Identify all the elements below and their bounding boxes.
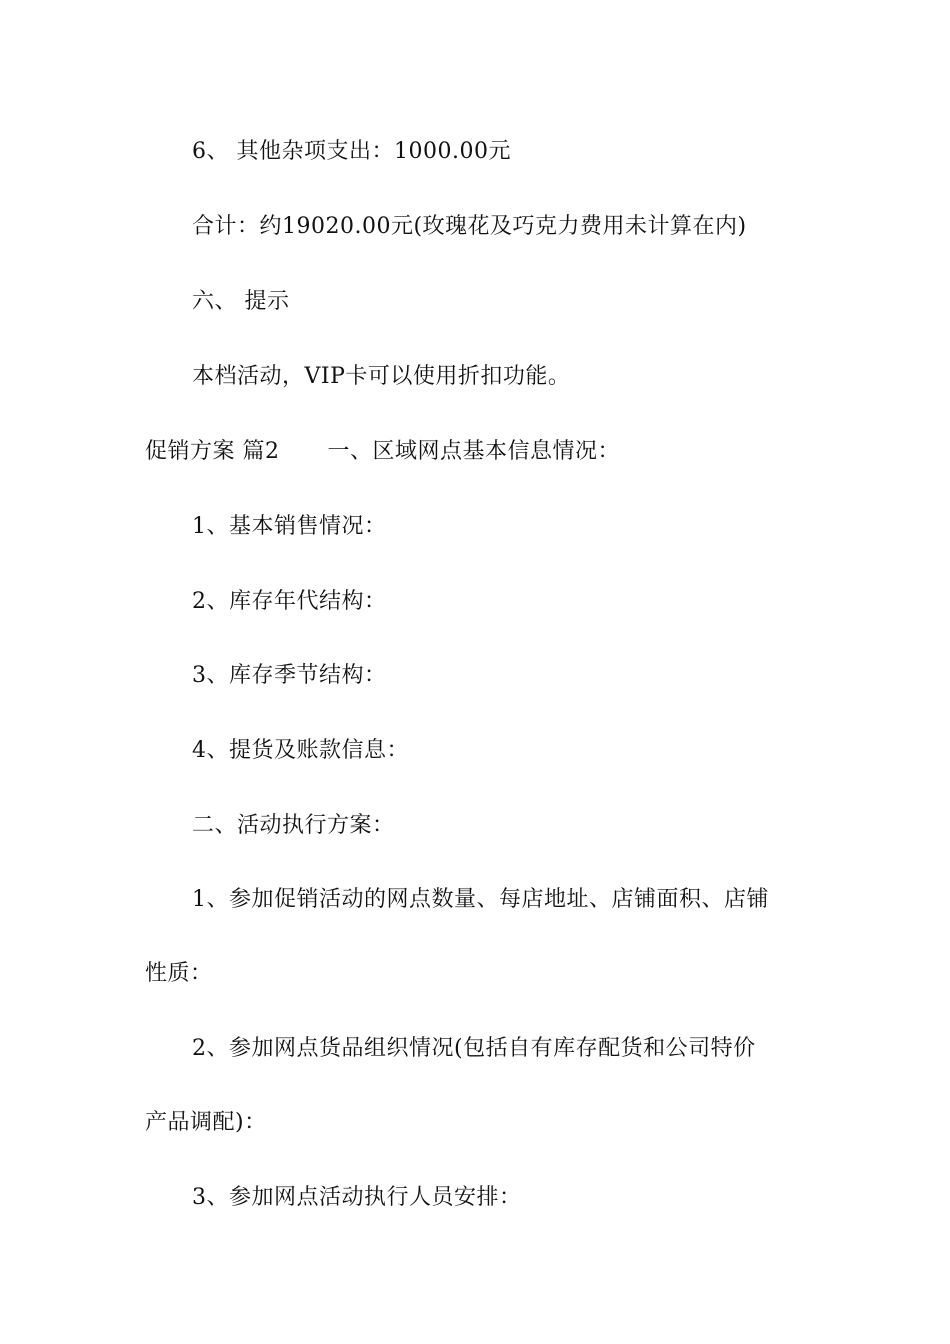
list-item: 1、基本销售情况： — [192, 514, 387, 539]
section-six-heading: 六、 提示 — [192, 289, 290, 314]
article-title: 促销方案 篇2 — [145, 439, 280, 464]
list-item: 2、库存年代结构： — [192, 589, 387, 614]
misc-expense-line: 6、 其他杂项支出：1000.00元 — [192, 139, 511, 164]
paragraph-line: 1、参加促销活动的网点数量、每店地址、店铺面积、店铺 — [192, 887, 769, 912]
list-item: 3、库存季节结构： — [192, 663, 387, 688]
section-two-heading: 二、活动执行方案： — [192, 813, 395, 838]
article-title-line — [145, 438, 620, 466]
paragraph-line: 产品调配)： — [145, 1110, 267, 1135]
list-item: 4、提货及账款信息： — [192, 738, 409, 763]
paragraph-line: 2、参加网点货品组织情况(包括自有库存配货和公司特价 — [192, 1036, 756, 1061]
total-line: 合计：约19020.00元(玫瑰花及巧克力费用未计算在内) — [192, 214, 747, 239]
vip-note-line: 本档活动，VIP卡可以使用折扣功能。 — [192, 364, 571, 389]
section-one-heading: 一、区域网点基本信息情况： — [327, 439, 621, 464]
paragraph-line: 3、参加网点活动执行人员安排： — [192, 1185, 522, 1210]
paragraph-line: 性质： — [145, 961, 213, 986]
